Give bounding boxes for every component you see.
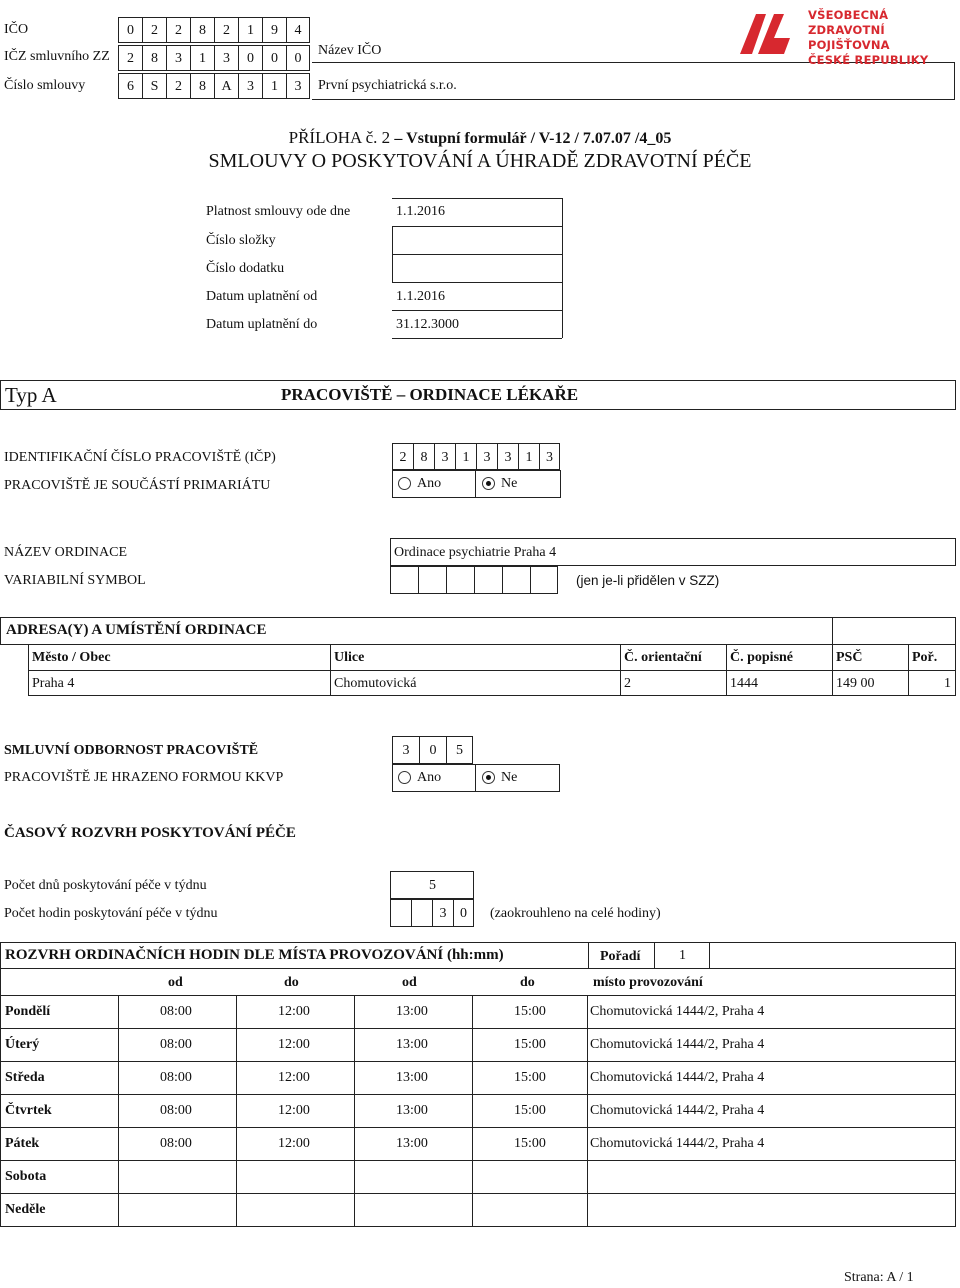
typ-label: Typ A bbox=[5, 383, 57, 407]
datum-od-label: Datum uplatnění od bbox=[206, 289, 318, 304]
ico-digit: 1 bbox=[238, 17, 262, 43]
icp-digit: 8 bbox=[413, 443, 434, 470]
title-priloha: PŘÍLOHA č. 2 bbox=[288, 128, 391, 147]
ico-digits bbox=[118, 17, 310, 43]
misto: Chomutovická 1444/2, Praha 4 bbox=[590, 1103, 765, 1118]
dny-value: 5 bbox=[429, 878, 436, 893]
typ-box bbox=[0, 380, 956, 410]
odbornost-digits bbox=[392, 736, 473, 764]
primariat-ano[interactable]: Ano bbox=[398, 476, 441, 492]
ico-digit: 8 bbox=[190, 17, 214, 43]
iczz-digit: 2 bbox=[118, 45, 142, 71]
misto: Chomutovická 1444/2, Praha 4 bbox=[590, 1136, 765, 1151]
vzp-logo bbox=[738, 6, 958, 67]
od2: 13:00 bbox=[396, 1103, 428, 1118]
adresa-header-por: Poř. bbox=[912, 650, 938, 665]
misto: Chomutovická 1444/2, Praha 4 bbox=[590, 1070, 765, 1085]
smlouva-digits bbox=[118, 73, 310, 99]
do2: 15:00 bbox=[514, 1103, 546, 1118]
adresa-por: 1 bbox=[944, 676, 951, 691]
od1: 08:00 bbox=[160, 1004, 192, 1019]
adresa-ulice: Chomutovická bbox=[334, 676, 417, 691]
icp-digit: 2 bbox=[392, 443, 413, 470]
od2: 13:00 bbox=[396, 1136, 428, 1151]
ordinacni-header-misto: místo provozování bbox=[593, 975, 703, 990]
adresa-header-orientacni: Č. orientační bbox=[624, 650, 702, 665]
adresa-orientacni: 2 bbox=[624, 676, 631, 691]
do2: 15:00 bbox=[514, 1070, 546, 1085]
smlouva-digit: S bbox=[142, 73, 166, 99]
nazev-ordinace-field bbox=[390, 538, 956, 566]
hodin-label: Počet hodin poskytování péče v týdnu bbox=[4, 906, 218, 921]
radio-ne-selected-icon[interactable] bbox=[482, 477, 495, 490]
primariat-ne[interactable]: Ne bbox=[482, 476, 517, 492]
hodin-digit bbox=[390, 899, 411, 927]
ico-digit: 0 bbox=[118, 17, 142, 43]
vzp-logo-icon bbox=[738, 8, 808, 56]
od1: 08:00 bbox=[160, 1103, 192, 1118]
radio-ne-selected-icon[interactable] bbox=[482, 771, 495, 784]
misto: Chomutovická 1444/2, Praha 4 bbox=[590, 1004, 765, 1019]
do1: 12:00 bbox=[278, 1070, 310, 1085]
iczz-digit: 0 bbox=[262, 45, 286, 71]
nazev-ico-label: Název IČO bbox=[318, 43, 382, 58]
hodin-digits bbox=[390, 899, 474, 927]
day-label: Středa bbox=[5, 1070, 45, 1085]
do1: 12:00 bbox=[278, 1136, 310, 1151]
rozvrh-title: ČASOVÝ ROZVRH POSKYTOVÁNÍ PÉČE bbox=[4, 825, 296, 841]
hodin-digit: 3 bbox=[432, 899, 453, 927]
iczz-digit: 0 bbox=[238, 45, 262, 71]
odbornost-label: SMLUVNÍ ODBORNOST PRACOVIŠTĚ bbox=[4, 743, 259, 758]
day-label: Čtvrtek bbox=[5, 1103, 52, 1118]
hodin-digit: 0 bbox=[453, 899, 474, 927]
vs-cell bbox=[502, 566, 530, 594]
do2: 15:00 bbox=[514, 1004, 546, 1019]
smlouva-digit: 3 bbox=[286, 73, 310, 99]
icp-digit: 3 bbox=[434, 443, 455, 470]
iczz-digit: 8 bbox=[142, 45, 166, 71]
icp-digit: 3 bbox=[497, 443, 518, 470]
radio-ano-icon[interactable] bbox=[398, 477, 411, 490]
datum-do-label: Datum uplatnění do bbox=[206, 317, 318, 332]
primariat-label: PRACOVIŠTĚ JE SOUČÁSTÍ PRIMARIÁTU bbox=[4, 478, 271, 493]
vs-cells bbox=[390, 566, 558, 594]
day-label: Pondělí bbox=[5, 1004, 51, 1019]
adresa-mesto: Praha 4 bbox=[32, 676, 75, 691]
do2: 15:00 bbox=[514, 1037, 546, 1052]
poradi-label: Pořadí bbox=[600, 949, 641, 964]
icp-digit: 1 bbox=[455, 443, 476, 470]
smlouva-digit: 3 bbox=[238, 73, 262, 99]
iczz-digit: 3 bbox=[214, 45, 238, 71]
vs-cell bbox=[418, 566, 446, 594]
title-line2: SMLOUVY O POSKYTOVÁNÍ A ÚHRADĚ ZDRAVOTNÍ PÉČE bbox=[208, 150, 752, 172]
logo-line3: ČESKÉ REPUBLIKY bbox=[808, 53, 929, 67]
do2: 15:00 bbox=[514, 1136, 546, 1151]
odbornost-digit: 0 bbox=[419, 736, 446, 764]
od2: 13:00 bbox=[396, 1070, 428, 1085]
dny-field bbox=[390, 871, 474, 899]
od2: 13:00 bbox=[396, 1037, 428, 1052]
iczz-digit: 1 bbox=[190, 45, 214, 71]
vs-cell bbox=[446, 566, 474, 594]
smlouva-digit: A bbox=[214, 73, 238, 99]
od2: 13:00 bbox=[396, 1004, 428, 1019]
logo-line1: VŠEOBECNÁ bbox=[808, 8, 889, 22]
kkvp-ne[interactable]: Ne bbox=[482, 770, 517, 786]
day-label: Úterý bbox=[5, 1037, 40, 1052]
ordinacni-title: ROZVRH ORDINAČNÍCH HODIN DLE MÍSTA PROVOZOVÁNÍ (hh:mm) bbox=[5, 947, 504, 963]
ico-digit: 2 bbox=[166, 17, 190, 43]
icp-digit: 3 bbox=[476, 443, 497, 470]
hodin-digit bbox=[411, 899, 432, 927]
od1: 08:00 bbox=[160, 1070, 192, 1085]
kkvp-label: PRACOVIŠTĚ JE HRAZENO FORMOU KKVP bbox=[4, 770, 284, 785]
od1: 08:00 bbox=[160, 1136, 192, 1151]
page-number: Strana: A / 1 bbox=[844, 1270, 914, 1285]
cislo-dodatku-label: Číslo dodatku bbox=[206, 261, 285, 276]
iczz-digits bbox=[118, 45, 310, 71]
iczz-label: IČZ smluvního ZZ bbox=[4, 49, 110, 64]
kkvp-ano[interactable]: Ano bbox=[398, 770, 441, 786]
dny-label: Počet dnů poskytování péče v týdnu bbox=[4, 878, 207, 893]
vs-note: (jen je-li přidělen v SZZ) bbox=[576, 573, 720, 588]
primariat-radios bbox=[392, 470, 561, 498]
cislo-smlouvy-label: Číslo smlouvy bbox=[4, 78, 86, 93]
day-label: Neděle bbox=[5, 1202, 46, 1217]
icp-digits bbox=[392, 443, 560, 470]
vs-label: VARIABILNÍ SYMBOL bbox=[4, 573, 146, 588]
smlouva-digit: 2 bbox=[166, 73, 190, 99]
ordinacni-header-do1: do bbox=[284, 975, 299, 990]
datum-do-value: 31.12.3000 bbox=[396, 317, 459, 332]
adresa-header-psc: PSČ bbox=[836, 650, 863, 665]
ordinacni-header-od2: od bbox=[402, 975, 417, 990]
misto: Chomutovická 1444/2, Praha 4 bbox=[590, 1037, 765, 1052]
platnost-value: 1.1.2016 bbox=[396, 204, 445, 219]
do1: 12:00 bbox=[278, 1004, 310, 1019]
cislo-slozky-label: Číslo složky bbox=[206, 233, 276, 248]
platnost-label: Platnost smlouvy ode dne bbox=[206, 204, 351, 219]
hodin-note: (zaokrouhleno na celé hodiny) bbox=[490, 906, 661, 921]
do1: 12:00 bbox=[278, 1037, 310, 1052]
icp-label: IDENTIFIKAČNÍ ČÍSLO PRACOVIŠTĚ (IČP) bbox=[4, 450, 276, 465]
adresa-header-popisne: Č. popisné bbox=[730, 650, 794, 665]
ico-label: IČO bbox=[4, 22, 29, 37]
adresa-popisne: 1444 bbox=[730, 676, 758, 691]
iczz-digit: 0 bbox=[286, 45, 310, 71]
vs-cell bbox=[530, 566, 558, 594]
day-label: Pátek bbox=[5, 1136, 40, 1151]
do1: 12:00 bbox=[278, 1103, 310, 1118]
day-label: Sobota bbox=[5, 1169, 47, 1184]
ico-digit: 2 bbox=[142, 17, 166, 43]
icp-digit: 1 bbox=[518, 443, 539, 470]
poradi-field bbox=[654, 942, 710, 969]
poradi-value: 1 bbox=[679, 948, 686, 963]
datum-od-value: 1.1.2016 bbox=[396, 289, 445, 304]
adresa-psc: 149 00 bbox=[836, 676, 875, 691]
odbornost-digit: 5 bbox=[446, 736, 473, 764]
icp-digit: 3 bbox=[539, 443, 560, 470]
ico-digit: 9 bbox=[262, 17, 286, 43]
smlouva-digit: 6 bbox=[118, 73, 142, 99]
logo-line2: ZDRAVOTNÍ POJIŠŤOVNA bbox=[808, 23, 890, 52]
smlouva-digit: 8 bbox=[190, 73, 214, 99]
ordinacni-header-do2: do bbox=[520, 975, 535, 990]
typ-title: PRACOVIŠTĚ – ORDINACE LÉKAŘE bbox=[281, 385, 579, 404]
iczz-digit: 3 bbox=[166, 45, 190, 71]
odbornost-digit: 3 bbox=[392, 736, 419, 764]
vs-cell bbox=[474, 566, 502, 594]
vs-cell bbox=[390, 566, 418, 594]
ico-digit: 2 bbox=[214, 17, 238, 43]
adresa-header-ulice: Ulice bbox=[334, 650, 365, 665]
nazev-ordinace-label: NÁZEV ORDINACE bbox=[4, 545, 128, 560]
od1: 08:00 bbox=[160, 1037, 192, 1052]
nazev-ico-value: První psychiatrická s.r.o. bbox=[318, 78, 457, 93]
adresa-title: ADRESA(Y) A UMÍSTĚNÍ ORDINACE bbox=[6, 622, 267, 638]
title-formular: Vstupní formulář / V-12 / 7.07.07 /4_05 bbox=[406, 130, 672, 147]
kkvp-radios bbox=[392, 764, 560, 792]
nazev-ordinace-value: Ordinace psychiatrie Praha 4 bbox=[394, 545, 557, 560]
radio-ano-icon[interactable] bbox=[398, 771, 411, 784]
ico-digit: 4 bbox=[286, 17, 310, 43]
adresa-header-mesto: Město / Obec bbox=[32, 650, 111, 665]
smlouva-digit: 1 bbox=[262, 73, 286, 99]
ordinacni-header-od1: od bbox=[168, 975, 183, 990]
title-line1: PŘÍLOHA č. 2 – Vstupní formulář / V-12 / 7.07.07 /4_05 bbox=[288, 128, 672, 147]
